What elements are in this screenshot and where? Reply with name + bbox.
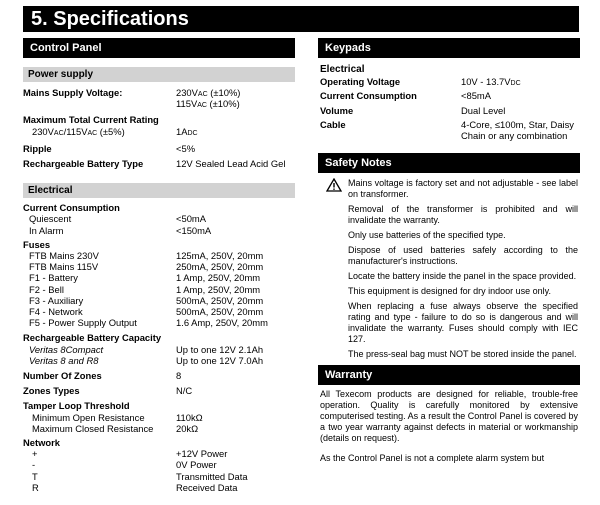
safety-note: The press-seal bag must NOT be stored inside the panel.: [348, 349, 577, 360]
quiescent-row: [23, 213, 295, 224]
network-row: - 0V Power: [32, 459, 217, 471]
battery-type-label: Rechargeable Battery Type: [23, 158, 144, 170]
mains-supply-row: [23, 87, 295, 98]
max-current-detail-row: [23, 126, 295, 139]
current-consumption-label: Current Consumption: [23, 202, 120, 214]
max-current-label: Maximum Total Current Rating: [23, 114, 159, 126]
warranty-paragraph: All Texecom products are designed for reliable, trouble-free operation. Quality is carefully monitored by extensive computerised testing. As a result the Control Panel is covered by a two year warranty against defects in material or workmanship (details on request).: [320, 389, 578, 444]
safety-note: This equipment is designed for dry indoor use only.: [348, 286, 551, 297]
safety-note: Removal of the transformer is prohibited and will invalidate the warranty.: [348, 204, 578, 226]
zones-label: Number Of Zones: [23, 370, 102, 382]
fuse-row: F5 - Power Supply Output 1.6 Amp, 250V, 20mm: [29, 317, 268, 329]
safety-note: Locate the battery inside the panel in the space provided.: [348, 271, 577, 282]
keypad-spec-row: Current Consumption <85mA: [320, 90, 491, 102]
control-panel-header: Control Panel: [23, 38, 295, 58]
network-row: R Received Data: [32, 481, 238, 493]
safety-note: Mains voltage is factory set and not adjustable - see label on transformer.: [348, 178, 578, 200]
warning-icon: [326, 178, 342, 192]
max-current-row: [23, 114, 295, 125]
ripple-value: <5%: [176, 142, 196, 154]
zone-types-row: [23, 385, 295, 396]
ripple-row: [23, 143, 295, 154]
network-row: + +12V Power: [32, 448, 228, 460]
fuse-row: F3 - Auxiliary 500mA, 250V, 20mm: [29, 294, 264, 306]
right-column: [318, 38, 580, 464]
keypad-spec-row: Volume Dual Level: [320, 104, 506, 116]
mains-supply-value-115: 115VAC (±10%): [176, 98, 240, 110]
battery-type-row: [23, 158, 295, 169]
fuse-row: FTB Mains 230V 125mA, 250V, 20mm: [29, 250, 264, 262]
keypad-spec-row: Cable 4-Core, ≤100m, Star, Daisy Chain or any combination: [320, 119, 574, 142]
fuses-list: [23, 250, 295, 328]
zones-row: [23, 370, 295, 381]
page-title: 5. Specifications: [23, 6, 579, 32]
in-alarm-row: [23, 225, 295, 236]
in-alarm-label: In Alarm: [29, 224, 64, 236]
mains-supply-row-2: [23, 98, 295, 109]
safety-note: Dispose of used batteries safely according to the manufacturer's instructions.: [348, 245, 578, 267]
battery-capacity-row: Veritas 8Compact Up to one 12V 2.1Ah: [29, 343, 264, 355]
fuse-row: F4 - Network 500mA, 250V, 20mm: [29, 306, 264, 318]
max-current-detail: 230VAC/115VAC (±5%): [32, 125, 125, 137]
fuses-label: Fuses: [23, 238, 51, 250]
keypads-electrical-subheader: Electrical: [320, 64, 365, 75]
control-panel-section: [23, 38, 295, 493]
mains-supply-label: Mains Supply Voltage:: [23, 87, 123, 98]
safety-note: When replacing a fuse always observe the specified rating and type - failure to do so is dangerous and will invalidate the warranty. Fuses should comply with IEC 127.: [348, 301, 578, 345]
safety-notes-header: Safety Notes: [318, 153, 580, 173]
max-current-value: 1ADC: [176, 125, 198, 137]
mains-supply-value-230: 230VAC (±10%): [176, 87, 241, 98]
safety-note: Only use batteries of the specified type.: [348, 230, 506, 241]
battery-capacity-label: Rechargeable Battery Capacity: [23, 332, 162, 344]
zones-value: 8: [176, 370, 182, 382]
fuse-row: FTB Mains 115V 250mA, 250V, 20mm: [29, 261, 264, 273]
quiescent-value: <50mA: [176, 213, 206, 225]
warranty-header: Warranty: [318, 365, 580, 385]
tamper-label: Tamper Loop Threshold: [23, 400, 130, 412]
fuse-row: F2 - Bell 1 Amp, 250V, 20mm: [29, 283, 261, 295]
warranty-paragraph: As the Control Panel is not a complete alarm system but: [320, 453, 545, 464]
battery-type-value: 12V Sealed Lead Acid Gel: [176, 158, 286, 170]
keypads-header: Keypads: [318, 38, 580, 58]
quiescent-label: Quiescent: [29, 213, 72, 225]
electrical-header: Electrical: [23, 183, 295, 198]
fuse-row: F1 - Battery 1 Amp, 250V, 20mm: [29, 272, 261, 284]
safety-notes-body: [318, 173, 580, 360]
keypad-spec-row: Operating Voltage 10V - 13.7VDC: [320, 76, 521, 87]
zone-types-label: Zones Types: [23, 385, 80, 397]
tamper-row: Minimum Open Resistance 110kΩ: [32, 411, 203, 423]
zone-types-value: N/C: [176, 385, 193, 397]
battery-capacity-row: Veritas 8 and R8 Up to one 12V 7.0Ah: [29, 354, 264, 366]
network-label: Network: [23, 437, 60, 449]
power-supply-header: Power supply: [23, 67, 295, 82]
ripple-label: Ripple: [23, 142, 52, 154]
tamper-row: Maximum Closed Resistance 20kΩ: [32, 422, 199, 434]
network-row: T Transmitted Data: [32, 470, 248, 482]
in-alarm-value: <150mA: [176, 224, 212, 236]
